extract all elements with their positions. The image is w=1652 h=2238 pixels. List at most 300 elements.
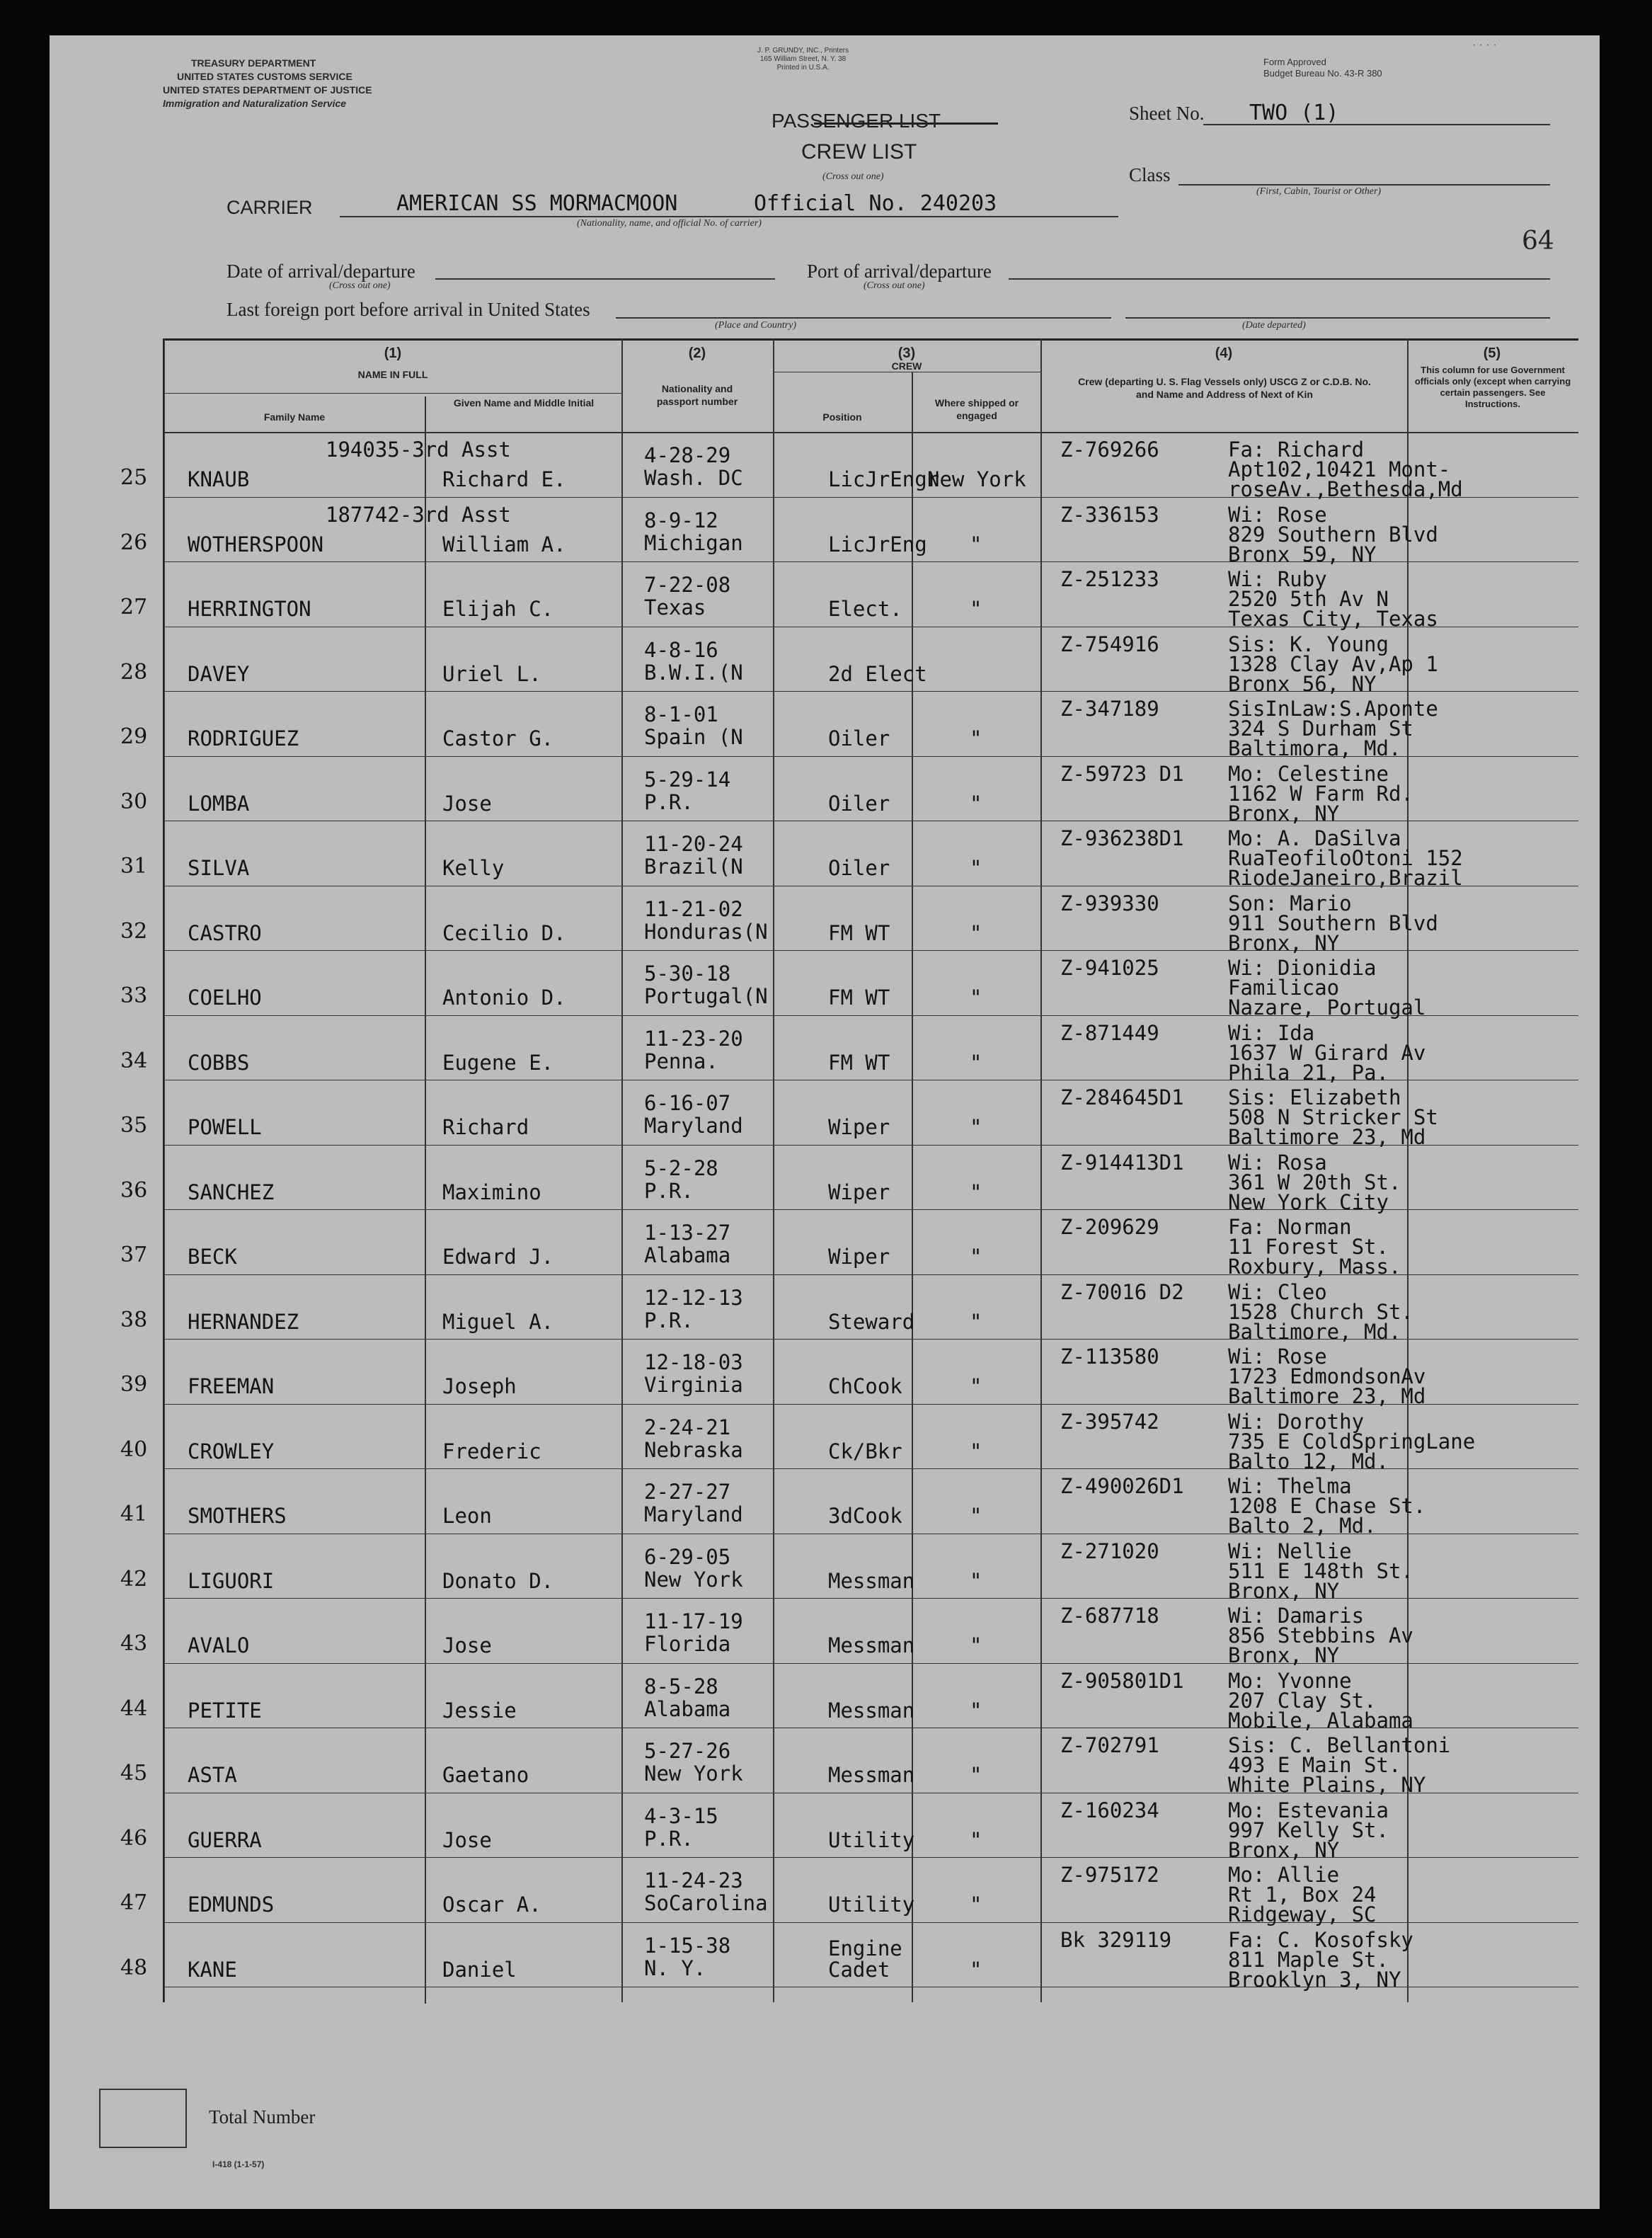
- row-number: 39: [120, 1372, 148, 1397]
- shipped-engaged: ": [970, 986, 982, 1010]
- position: Utility: [828, 1892, 915, 1917]
- position: Oiler: [828, 726, 890, 750]
- cross-out-note: (Cross out one): [822, 171, 884, 182]
- position: 3dCook: [828, 1504, 902, 1528]
- printer-line-3: Printed in U.S.A.: [776, 64, 830, 72]
- kin-line-2: Familicao: [1228, 976, 1340, 1000]
- given-name: Uriel L.: [442, 661, 541, 686]
- kin-line-3: Bronx 56, NY: [1228, 671, 1377, 696]
- nationality: Spain (N: [644, 725, 743, 749]
- birth-date: 4-3-15: [644, 1803, 718, 1828]
- birth-date: 5-30-18: [644, 961, 731, 986]
- shipped-header: Where shipped or engaged: [934, 397, 1019, 421]
- kin-line-1: Fa: Richard: [1228, 438, 1365, 462]
- kin-line-3: Phila 21, Pa.: [1228, 1060, 1389, 1085]
- kin-line-1: Wi: Rosa: [1228, 1150, 1327, 1175]
- birth-date: 4-28-29: [644, 443, 731, 467]
- kin-line-3: Mobile, Alabama: [1228, 1708, 1413, 1732]
- position: LicJrEng: [828, 532, 927, 556]
- family-name: ASTA: [188, 1763, 237, 1787]
- nationality: Florida: [644, 1632, 731, 1656]
- given-name: Elijah C.: [442, 597, 554, 621]
- col4-number: (4): [1215, 346, 1233, 361]
- shipped-engaged: ": [970, 1374, 982, 1398]
- printer-line-2: 165 William Street, N. Y. 38: [759, 55, 847, 63]
- port-line: [1009, 278, 1550, 280]
- sheet-value: TWO (1): [1249, 101, 1339, 125]
- family-name: AVALO: [188, 1633, 250, 1657]
- crew-z-number: Z-914413D1: [1060, 1150, 1184, 1175]
- crew-z-number: Z-209629: [1060, 1215, 1159, 1239]
- kin-line-1: Mo: A. DaSilva: [1228, 826, 1401, 850]
- printer-note: [757, 47, 849, 72]
- given-name: Castor G.: [442, 726, 554, 750]
- row-number: 42: [120, 1566, 148, 1592]
- date-line: [435, 278, 775, 280]
- nationality: N. Y.: [644, 1956, 706, 1980]
- given-name-header: Given Name and Middle Initial: [453, 397, 595, 409]
- agency-line-3: UNITED STATES DEPARTMENT OF JUSTICE: [163, 84, 372, 96]
- kin-line-1: Wi: Cleo: [1228, 1279, 1327, 1304]
- birth-date: 1-13-27: [644, 1221, 731, 1245]
- position: Cadet: [828, 1957, 890, 1982]
- shipped-engaged: ": [970, 1892, 982, 1917]
- shipped-engaged: ": [970, 1245, 982, 1269]
- family-name: CASTRO: [188, 920, 262, 945]
- family-name: BECK: [188, 1245, 237, 1269]
- kin-line-3: roseAv.,Bethesda,Md: [1228, 477, 1463, 501]
- row-number: 41: [120, 1502, 148, 1526]
- kin-line-1: Mo: Celestine: [1228, 761, 1389, 786]
- nationality: New York: [644, 1567, 743, 1592]
- shipped-engaged: ": [970, 1180, 982, 1204]
- kin-line-3: Bronx, NY: [1228, 1837, 1340, 1862]
- kin-line-2: 508 N Stricker St: [1228, 1105, 1438, 1129]
- row-number: 29: [120, 724, 148, 749]
- crew-z-number: Z-936238D1: [1060, 826, 1184, 850]
- birth-date: 11-17-19: [644, 1609, 743, 1633]
- given-name: Donato D.: [442, 1568, 554, 1593]
- family-name: KNAUB: [188, 467, 250, 491]
- col3-number: (3): [897, 346, 916, 361]
- shipped-engaged: ": [970, 1763, 982, 1787]
- col-sep-given: [425, 396, 426, 2004]
- kin-line-1: Wi: Dorothy: [1228, 1409, 1365, 1434]
- crew-z-number: Z-70016 D2: [1060, 1279, 1184, 1304]
- birth-date: 11-20-24: [644, 832, 743, 856]
- birth-date: 12-12-13: [644, 1285, 743, 1310]
- shipped-engaged: ": [970, 1504, 982, 1528]
- row-number: 35: [120, 1113, 148, 1138]
- kin-line-3: Bronx 59, NY: [1228, 542, 1377, 566]
- kin-line-1: Wi: Ida: [1228, 1020, 1315, 1045]
- kin-line-2: 511 E 148th St.: [1228, 1558, 1413, 1583]
- given-name: Miguel A.: [442, 1309, 554, 1334]
- shipped-engaged: ": [970, 920, 982, 945]
- birth-date: 5-2-28: [644, 1155, 718, 1180]
- shipped-engaged: ": [970, 856, 982, 880]
- header-subline-name: [164, 393, 621, 394]
- position: ChCook: [828, 1374, 902, 1398]
- birth-date: 5-29-14: [644, 767, 731, 792]
- shipped-engaged: ": [970, 597, 982, 621]
- kin-line-3: Roxbury, Mass.: [1228, 1255, 1401, 1279]
- given-name: Oscar A.: [442, 1892, 541, 1917]
- crew-z-number: Z-251233: [1060, 567, 1159, 591]
- row-divider: [164, 1663, 1578, 1664]
- date-departed-note: (Date departed): [1242, 320, 1306, 331]
- agency-block: [163, 57, 372, 110]
- nationality: Maryland: [644, 1502, 743, 1526]
- kin-line-3: Baltimora, Md.: [1228, 736, 1401, 760]
- crew-list-document: [50, 35, 1600, 2209]
- birth-date: 8-5-28: [644, 1674, 718, 1699]
- family-name: SILVA: [188, 856, 250, 880]
- position: 2d Elect: [828, 661, 927, 686]
- position-header: Position: [822, 411, 862, 423]
- shipped-engaged: ": [970, 532, 982, 556]
- given-name: Joseph: [442, 1374, 517, 1398]
- position: Messman: [828, 1763, 915, 1787]
- port-note: (Cross out one): [864, 280, 925, 291]
- nationality: B.W.I.(N: [644, 660, 743, 685]
- given-name: Richard E.: [442, 467, 566, 491]
- nationality: Brazil(N: [644, 855, 743, 879]
- family-name: POWELL: [188, 1115, 262, 1139]
- kin-line-3: Balto 12, Md.: [1228, 1449, 1389, 1473]
- kin-line-3: Ridgeway, SC: [1228, 1902, 1377, 1926]
- position: Messman: [828, 1568, 915, 1593]
- crew-z-number: Z-687718: [1060, 1604, 1159, 1628]
- row-number: 28: [120, 659, 148, 685]
- position: Engine: [828, 1936, 902, 1960]
- family-name: SMOTHERS: [188, 1504, 287, 1528]
- nationality: Maryland: [644, 1114, 743, 1138]
- col-sep-shipped: [912, 372, 913, 2002]
- kin-line-2: 735 E ColdSpringLane: [1228, 1429, 1476, 1454]
- shipped-engaged: ": [970, 1957, 982, 1982]
- crew-z-number: Bk 329119: [1060, 1927, 1172, 1952]
- kin-line-2: 11 Forest St.: [1228, 1235, 1389, 1259]
- row-divider: [164, 950, 1578, 951]
- kin-line-1: Sis: K. Young: [1228, 632, 1389, 656]
- crew-z-number: Z-160234: [1060, 1798, 1159, 1822]
- class-line: [1178, 184, 1550, 185]
- form-number: I-418 (1-1-57): [212, 2159, 265, 2169]
- row-number: 45: [120, 1761, 148, 1786]
- kin-line-2: 1208 E Chase St.: [1228, 1494, 1426, 1518]
- nationality: Michigan: [644, 530, 743, 555]
- position: FM WT: [828, 986, 890, 1010]
- place-country-note: (Place and Country): [715, 320, 797, 331]
- crew-header: CREW: [891, 360, 922, 372]
- col1-number: (1): [384, 346, 402, 361]
- kin-line-2: Apt102,10421 Mont-: [1228, 457, 1451, 481]
- col2-number: (2): [688, 346, 706, 361]
- row-number: 30: [120, 789, 148, 814]
- given-name: Jessie: [442, 1698, 517, 1723]
- carrier-line: [340, 216, 1118, 217]
- position: Elect.: [828, 597, 902, 621]
- nationality: New York: [644, 1762, 743, 1786]
- crew-z-number: Z-754916: [1060, 632, 1159, 656]
- kin-line-1: Wi: Nellie: [1228, 1538, 1352, 1563]
- kin-line-3: Texas City, Texas: [1228, 607, 1438, 631]
- family-name: PETITE: [188, 1698, 262, 1723]
- family-name: LIGUORI: [188, 1568, 275, 1593]
- row-number: 47: [120, 1890, 148, 1915]
- family-name: SANCHEZ: [188, 1180, 275, 1204]
- shipped-engaged: ": [970, 791, 982, 816]
- shipped-engaged: ": [970, 1633, 982, 1657]
- date-departed-line: [1125, 317, 1550, 319]
- col-sep-position: [773, 338, 774, 2002]
- given-name: Jose: [442, 791, 492, 816]
- nationality: Alabama: [644, 1696, 731, 1721]
- given-name: Antonio D.: [442, 986, 566, 1010]
- position: Steward: [828, 1309, 915, 1334]
- nationality: P.R.: [644, 789, 694, 814]
- crew-z-number: Z-336153: [1060, 502, 1159, 527]
- table-left-border-inner: [164, 338, 165, 2002]
- kin-line-1: Sis: C. Bellantoni: [1228, 1733, 1451, 1757]
- given-name: Richard: [442, 1115, 529, 1139]
- kin-line-2: 361 W 20th St.: [1228, 1170, 1401, 1194]
- printer-line-1: J. P. GRUNDY, INC., Printers: [757, 47, 849, 55]
- nationality: Alabama: [644, 1243, 731, 1267]
- kin-line-1: Wi: Thelma: [1228, 1474, 1352, 1498]
- position: Oiler: [828, 791, 890, 816]
- row-number: 44: [120, 1696, 148, 1721]
- kin-line-2: 2520 5th Av N: [1228, 587, 1389, 611]
- family-name: COELHO: [188, 986, 262, 1010]
- birth-date: 2-27-27: [644, 1480, 731, 1504]
- birth-date: 4-8-16: [644, 637, 718, 662]
- kin-line-3: Baltimore 23, Md: [1228, 1384, 1426, 1408]
- rank-note: 194035-3rd Asst: [326, 438, 511, 462]
- crew-z-number: Z-395742: [1060, 1409, 1159, 1434]
- row-number: 46: [120, 1825, 148, 1851]
- agency-line-4: Immigration and Naturalization Service: [163, 98, 347, 109]
- kin-line-1: Mo: Allie: [1228, 1863, 1340, 1887]
- family-name: DAVEY: [188, 661, 250, 686]
- row-number: 37: [120, 1243, 148, 1267]
- given-name: Leon: [442, 1504, 492, 1528]
- kin-line-2: Rt 1, Box 24: [1228, 1883, 1377, 1907]
- rank-note: 187742-3rd Asst: [326, 502, 511, 527]
- kin-line-2: 1637 W Girard Av: [1228, 1040, 1426, 1065]
- port-label: Port of arrival/departure: [807, 261, 992, 282]
- given-name: Cecilio D.: [442, 920, 566, 945]
- row-number: 36: [120, 1177, 148, 1203]
- crew-z-number: Z-702791: [1060, 1733, 1159, 1757]
- class-label: Class: [1129, 164, 1171, 185]
- kin-line-3: Bronx, NY: [1228, 1578, 1340, 1603]
- nationality: P.R.: [644, 1178, 694, 1203]
- table-top-border: [163, 338, 1578, 341]
- nationality: Portugal(N: [644, 984, 768, 1008]
- nationality: Honduras(N: [644, 919, 768, 944]
- crew-list-title: CREW LIST: [801, 140, 917, 164]
- row-number: 32: [120, 918, 148, 944]
- agency-line-2: UNITED STATES CUSTOMS SERVICE: [177, 71, 352, 82]
- given-name: Gaetano: [442, 1763, 529, 1787]
- birth-date: 11-21-02: [644, 896, 743, 921]
- kin-line-1: Fa: Norman: [1228, 1215, 1352, 1239]
- kin-line-2: 911 Southern Blvd: [1228, 910, 1438, 935]
- row-number: 48: [120, 1955, 148, 1980]
- position: FM WT: [828, 920, 890, 945]
- kin-line-1: Fa: C. Kosofsky: [1228, 1927, 1413, 1952]
- row-number: 33: [120, 983, 148, 1008]
- header-bottom-line: [164, 432, 1578, 433]
- family-name: COBBS: [188, 1050, 250, 1075]
- class-note: (First, Cabin, Tourist or Other): [1256, 186, 1382, 197]
- kin-line-3: Bronx, NY: [1228, 1643, 1340, 1667]
- nationality: Penna.: [644, 1049, 718, 1073]
- family-name: HERNANDEZ: [188, 1309, 299, 1334]
- position: Messman: [828, 1633, 915, 1657]
- row-number: 31: [120, 854, 148, 879]
- page-number: 64: [1522, 227, 1554, 256]
- family-name: CROWLEY: [188, 1439, 275, 1463]
- kin-line-2: 1723 EdmondsonAv: [1228, 1364, 1426, 1388]
- total-number-label: Total Number: [209, 2106, 316, 2128]
- row-number: 27: [120, 595, 148, 620]
- crew-z-number: Z-871449: [1060, 1020, 1159, 1045]
- kin-line-2: 811 Maple St.: [1228, 1947, 1389, 1972]
- kin-line-1: Sis: Elizabeth: [1228, 1085, 1401, 1109]
- date-note: (Cross out one): [329, 280, 391, 291]
- gov-use-header: This column for use Government officials only (except when carrying certain passengers. See Instructions.: [1414, 365, 1571, 409]
- crew-z-number: Z-59723 D1: [1060, 761, 1184, 786]
- kin-line-1: Wi: Dionidia: [1228, 956, 1377, 980]
- birth-date: 8-9-12: [644, 508, 718, 532]
- position: LicJrEngr: [828, 467, 940, 491]
- strikeout-line: [814, 122, 998, 125]
- row-number: 25: [120, 465, 148, 490]
- passenger-title-text: PASSENGER LIST: [771, 110, 941, 132]
- nationality: Wash. DC: [644, 466, 743, 490]
- nationality: SoCarolina: [644, 1891, 768, 1915]
- shipped-engaged: ": [970, 1115, 982, 1139]
- last-port-line: [616, 317, 1111, 319]
- birth-date: 7-22-08: [644, 573, 731, 597]
- shipped-engaged: ": [970, 1698, 982, 1723]
- kin-line-2: 856 Stebbins Av: [1228, 1623, 1413, 1648]
- shipped-engaged: ": [970, 1439, 982, 1463]
- shipped-engaged: ": [970, 1309, 982, 1334]
- crew-z-number: Z-769266: [1060, 438, 1159, 462]
- kin-line-3: Baltimore 23, Md: [1228, 1125, 1426, 1149]
- family-name: HERRINGTON: [188, 597, 311, 621]
- kin-line-2: RuaTeofiloOtoni 152: [1228, 846, 1463, 870]
- birth-date: 2-24-21: [644, 1415, 731, 1439]
- kin-line-3: RiodeJaneiro,Brazil: [1228, 866, 1463, 890]
- position: Wiper: [828, 1245, 890, 1269]
- kin-line-3: Brooklyn 3, NY: [1228, 1967, 1401, 1992]
- last-port-label: Last foreign port before arrival in United States: [226, 299, 590, 320]
- crew-z-number: Z-939330: [1060, 891, 1159, 915]
- crew-kin-header: Crew (departing U. S. Flag Vessels only) USCG Z or C.D.B. No. and Name and Address of Next of Kin: [1078, 376, 1371, 400]
- given-name: Edward J.: [442, 1245, 554, 1269]
- position: FM WT: [828, 1050, 890, 1075]
- kin-line-1: SisInLaw:S.Aponte: [1228, 697, 1438, 721]
- kin-line-2: 1162 W Farm Rd.: [1228, 781, 1413, 806]
- kin-line-3: Balto 2, Md.: [1228, 1514, 1377, 1538]
- birth-date: 6-16-07: [644, 1091, 731, 1115]
- carrier-label: CARRIER: [226, 197, 313, 218]
- form-approved-line-1: Form Approved: [1263, 57, 1326, 67]
- family-name: WOTHERSPOON: [188, 532, 324, 556]
- birth-date: 12-18-03: [644, 1350, 743, 1374]
- given-name: Jose: [442, 1633, 492, 1657]
- kin-line-2: 324 S Durham St: [1228, 716, 1413, 741]
- given-name: Jose: [442, 1827, 492, 1852]
- given-name: Daniel: [442, 1957, 517, 1982]
- nationality: Texas: [644, 595, 706, 620]
- row-number: 43: [120, 1631, 148, 1656]
- given-name: William A.: [442, 532, 566, 556]
- position: Utility: [828, 1827, 915, 1852]
- total-number-box: [99, 2089, 187, 2148]
- crew-z-number: Z-905801D1: [1060, 1668, 1184, 1693]
- col1-title: NAME IN FULL: [357, 369, 428, 380]
- family-name: GUERRA: [188, 1827, 262, 1852]
- date-label: Date of arrival/departure: [226, 261, 415, 282]
- kin-line-2: 997 Kelly St.: [1228, 1817, 1389, 1842]
- kin-line-2: 1528 Church St.: [1228, 1299, 1413, 1324]
- row-divider: [164, 1857, 1578, 1858]
- given-name: Frederic: [442, 1439, 541, 1463]
- kin-line-2: 829 Southern Blvd: [1228, 522, 1438, 547]
- carrier-value: AMERICAN SS MORMACMOON: [396, 191, 678, 216]
- form-approved: [1263, 57, 1382, 79]
- position: Oiler: [828, 856, 890, 880]
- kin-line-3: Bronx, NY: [1228, 801, 1340, 826]
- kin-line-3: Bronx, NY: [1228, 930, 1340, 955]
- birth-date: 5-27-26: [644, 1739, 731, 1763]
- kin-line-2: 207 Clay St.: [1228, 1688, 1377, 1713]
- crew-z-number: Z-271020: [1060, 1538, 1159, 1563]
- birth-date: 8-1-01: [644, 702, 718, 726]
- crew-z-number: Z-975172: [1060, 1863, 1159, 1887]
- birth-date: 1-15-38: [644, 1933, 731, 1958]
- kin-line-2: 493 E Main St.: [1228, 1753, 1401, 1777]
- kin-line-1: Wi: Ruby: [1228, 567, 1327, 591]
- nationality: Nebraska: [644, 1437, 743, 1462]
- col-sep-crew-kin: [1040, 338, 1042, 2002]
- kin-line-3: New York City: [1228, 1189, 1389, 1214]
- corner-mark: · · · ·: [1472, 39, 1497, 51]
- row-number: 38: [120, 1307, 148, 1332]
- row-divider: [164, 1598, 1578, 1599]
- given-name: Eugene E.: [442, 1050, 554, 1075]
- crew-z-number: Z-347189: [1060, 697, 1159, 721]
- position: Ck/Bkr: [828, 1439, 902, 1463]
- col5-number: (5): [1483, 346, 1501, 361]
- family-name: EDMUNDS: [188, 1892, 275, 1917]
- birth-date: 6-29-05: [644, 1544, 731, 1569]
- crew-z-number: Z-284645D1: [1060, 1085, 1184, 1109]
- sheet-label: Sheet No.: [1129, 103, 1205, 124]
- passenger-list-title: [771, 110, 941, 132]
- nationality: P.R.: [644, 1826, 694, 1851]
- shipped-engaged: ": [970, 1568, 982, 1593]
- col-sep-nationality: [621, 338, 623, 2002]
- kin-line-3: White Plains, NY: [1228, 1773, 1426, 1797]
- family-name: KANE: [188, 1957, 237, 1982]
